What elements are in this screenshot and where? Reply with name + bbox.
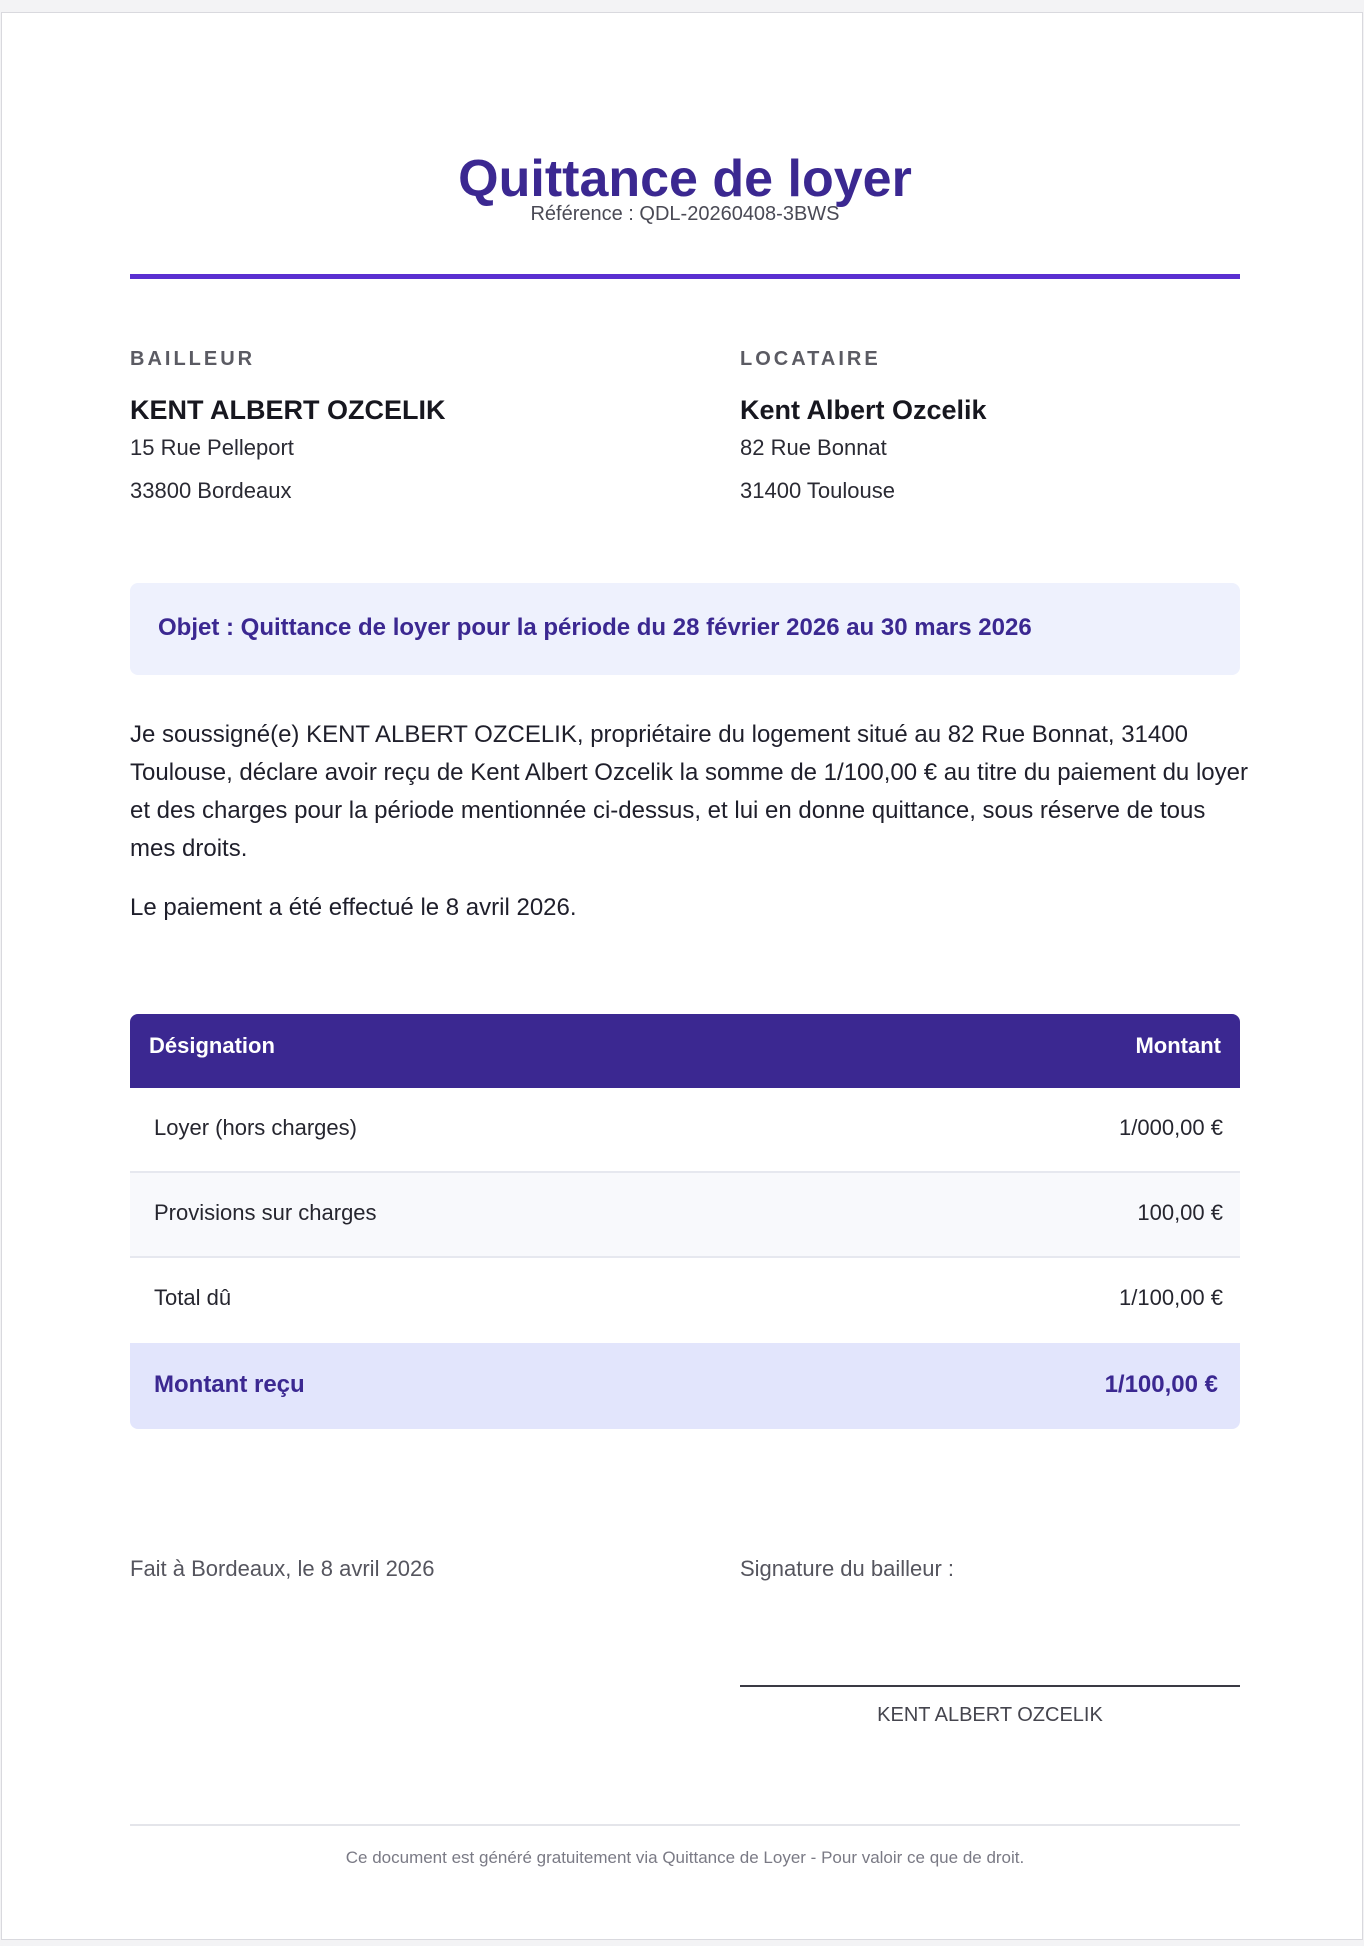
- tenant-address-line1: 82 Rue Bonnat: [740, 435, 887, 460]
- signature-block: [740, 1555, 1240, 1726]
- payment-date-paragraph: Le paiement a été effectué le 8 avril 2026.: [130, 894, 577, 921]
- document-reference: Référence : QDL-20260408-3BWS: [530, 203, 840, 225]
- header-divider: [130, 274, 1240, 279]
- table-row-total: [130, 1258, 1240, 1343]
- header-designation: Désignation: [149, 1033, 275, 1058]
- landlord-block: [130, 347, 630, 512]
- table-row: [130, 1173, 1240, 1258]
- table-row: [130, 1088, 1240, 1173]
- header-amount: Montant: [1135, 1033, 1221, 1058]
- tenant-block: [740, 347, 1240, 512]
- footer-divider: [130, 1824, 1240, 1826]
- footer-note: Ce document est généré gratuitement via Quittance de Loyer - Pour valoir ce que de droit.: [345, 1848, 1025, 1867]
- row-label: Provisions sur charges: [154, 1200, 377, 1225]
- object-text: Objet : Quittance de loyer pour la période du 28 février 2026 au 30 mars 2026: [158, 614, 1032, 641]
- object-box: [130, 583, 1240, 675]
- signature-name: KENT ALBERT OZCELIK: [877, 1704, 1103, 1726]
- table-row-received: [130, 1343, 1240, 1429]
- row-amount: 100,00 €: [1137, 1200, 1223, 1225]
- place-and-date: Fait à Bordeaux, le 8 avril 2026: [130, 1556, 435, 1581]
- landlord-label: BAILLEUR: [130, 348, 256, 370]
- declaration-body: [130, 716, 1250, 927]
- document-header: [130, 150, 1240, 225]
- declaration-paragraph: Je soussigné(e) KENT ALBERT OZCELIK, propriétaire du logement situé au 82 Rue Bonnat, 31400 Toulouse, déclare avoir reçu de Kent Albert Ozcelik la somme de 1/100,00 € au titre du paiement du loyer et des charges pour la période mentionnée ci-dessus, et lui en donne quittance, sous réserve de tous mes droits.: [130, 721, 1248, 862]
- received-label: Montant reçu: [154, 1371, 305, 1398]
- document-title: Quittance de loyer: [458, 150, 912, 208]
- row-label: Total dû: [154, 1285, 232, 1310]
- tenant-address-line2: 31400 Toulouse: [740, 478, 895, 503]
- received-amount: 1/100,00 €: [1104, 1371, 1218, 1398]
- signature-label: Signature du bailleur :: [740, 1556, 955, 1581]
- table-header: [130, 1014, 1240, 1088]
- tenant-name: Kent Albert Ozcelik: [740, 395, 987, 425]
- row-amount: 1/000,00 €: [1119, 1115, 1223, 1140]
- amounts-table: [130, 1014, 1240, 1429]
- receipt-page: [1, 12, 1363, 1940]
- signature-line: [740, 1685, 1240, 1687]
- row-label: Loyer (hors charges): [154, 1115, 357, 1140]
- landlord-address-line1: 15 Rue Pelleport: [130, 435, 294, 460]
- tenant-label: LOCATAIRE: [740, 348, 881, 370]
- landlord-name: KENT ALBERT OZCELIK: [130, 395, 446, 425]
- row-amount: 1/100,00 €: [1119, 1285, 1223, 1310]
- landlord-address-line2: 33800 Bordeaux: [130, 478, 292, 503]
